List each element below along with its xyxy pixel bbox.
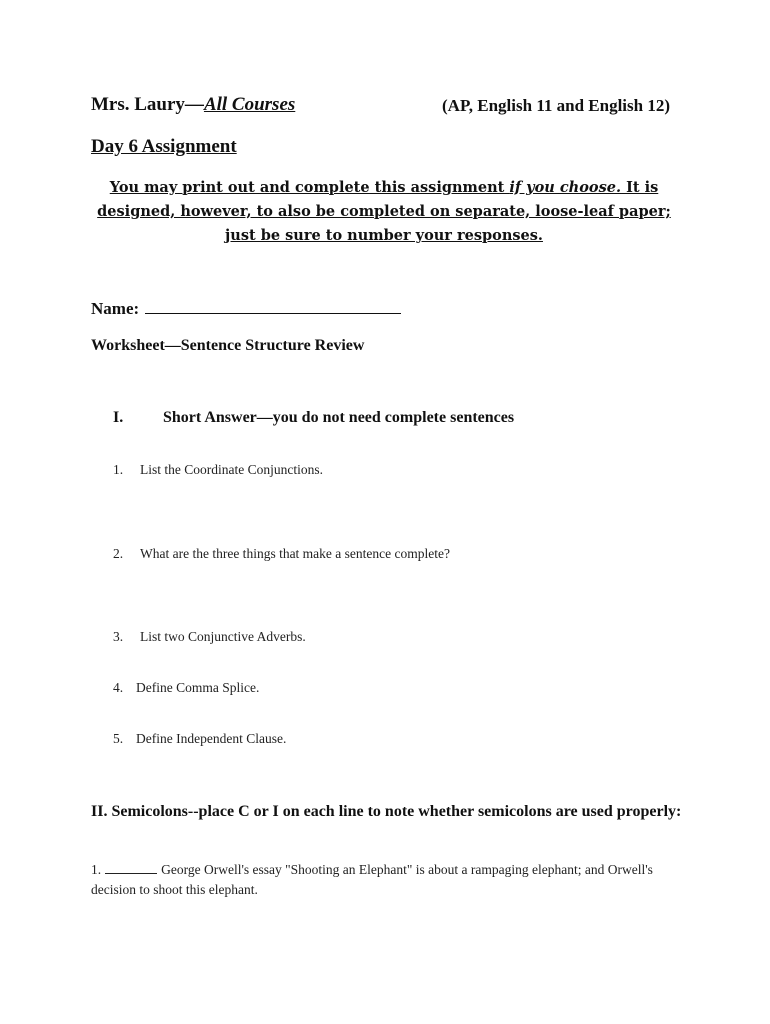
- day-title: Day 6 Assignment: [91, 136, 237, 157]
- instructions-paragraph: [80, 176, 688, 248]
- header-teacher: [91, 94, 295, 116]
- question-2: [113, 546, 450, 562]
- question-text: What are the three things that make a sentence complete?: [140, 546, 450, 561]
- question-number: 1.: [113, 462, 124, 477]
- item-text: George Orwell's essay "Shooting an Elephant" is about a rampaging elephant; and Orwell's decision to shoot this elephant.: [91, 862, 653, 897]
- question-3: [113, 629, 306, 645]
- question-number: 4.: [113, 680, 124, 695]
- section1-number: I.: [113, 409, 124, 426]
- name-label: Name:: [91, 299, 140, 318]
- question-text: List two Conjunctive Adverbs.: [140, 629, 306, 644]
- section1-title: Short Answer—you do not need complete sentences: [163, 409, 515, 426]
- question-number: 3.: [113, 629, 124, 644]
- answer-blank-line[interactable]: [105, 862, 157, 874]
- teacher-name: Mrs. Laury—: [91, 94, 204, 115]
- question-1: [113, 462, 323, 478]
- question-4: [113, 680, 259, 696]
- instructions-part1: You may print out and complete this assignment: [109, 179, 510, 196]
- question-5: [113, 731, 286, 747]
- question-text: List the Coordinate Conjunctions.: [140, 462, 323, 477]
- item-number: 1.: [91, 862, 102, 877]
- question-text: Define Comma Splice.: [136, 680, 260, 695]
- name-blank-line[interactable]: [145, 299, 401, 314]
- courses-label: All Courses: [203, 94, 296, 115]
- question-number: 5.: [113, 731, 124, 746]
- worksheet-title: Worksheet—Sentence Structure Review: [91, 337, 365, 354]
- name-field-row: [91, 299, 401, 319]
- instructions-part2: It is designed, however, to also be completed on separate, loose-leaf paper; just be sure to number your responses.: [97, 179, 671, 244]
- question-number: 2.: [113, 546, 124, 561]
- header-course-list: (AP, English 11 and English 12): [442, 96, 671, 115]
- semicolon-item-1: [91, 860, 691, 900]
- question-text: Define Independent Clause.: [136, 731, 287, 746]
- section2-title: II. Semicolons--place C or I on each line to note whether semicolons are used properly:: [91, 803, 682, 820]
- instructions-emphasis: if you choose.: [509, 179, 622, 196]
